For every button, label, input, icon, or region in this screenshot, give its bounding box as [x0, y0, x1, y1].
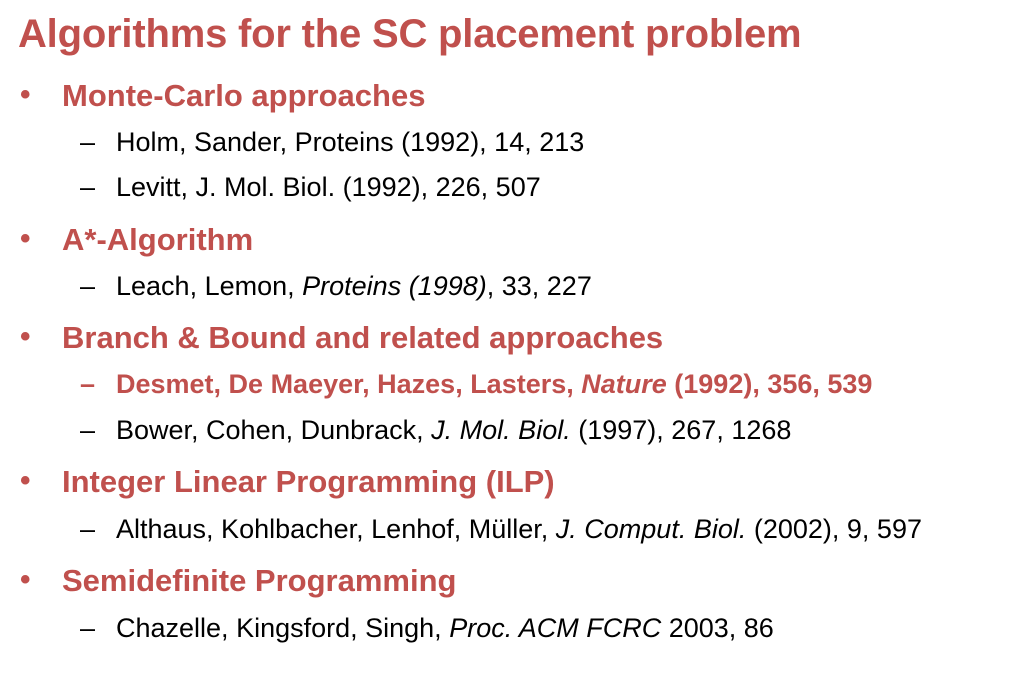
dash-icon: – [80, 369, 96, 399]
reference-text [116, 415, 791, 446]
bullet-icon: • [20, 464, 31, 497]
reference-authors: Holm, Sander, Proteins (1992), 14, 213 [116, 127, 585, 157]
reference-authors: Chazelle, Kingsford, Singh, [116, 613, 450, 643]
section-heading-text: Integer Linear Programming (ILP) [62, 464, 555, 499]
reference-text [116, 172, 541, 203]
dash-icon: – [80, 613, 96, 643]
reference-journal: J. Mol. Biol. [431, 415, 571, 445]
reference-authors: Leach, Lemon, [116, 271, 303, 301]
dash-icon: – [80, 514, 96, 544]
reference-details: (1997), 267, 1268 [570, 415, 792, 445]
section-heading-text: Monte-Carlo approaches [62, 78, 426, 113]
reference-journal: Proc. ACM FCRC [449, 613, 662, 643]
section-heading-text: Semidefinite Programming [62, 563, 457, 598]
reference-journal: Nature [581, 369, 667, 399]
reference-details: , 33, 227 [486, 271, 592, 301]
bullet-icon: • [20, 320, 31, 353]
bullet-icon: • [20, 222, 31, 255]
reference-journal: J. Comput. Biol. [555, 514, 747, 544]
reference-details: (1992), 356, 539 [666, 369, 873, 399]
reference-details: 2003, 86 [661, 613, 774, 643]
reference-text [116, 514, 922, 545]
reference-text [116, 271, 592, 302]
dash-icon: – [80, 172, 96, 202]
dash-icon: – [80, 271, 96, 301]
reference-text [116, 613, 774, 644]
section-heading-text: Branch & Bound and related approaches [62, 320, 664, 355]
reference-authors: Levitt, J. Mol. Biol. (1992), 226, 507 [116, 172, 541, 202]
reference-authors: Desmet, De Maeyer, Hazes, Lasters, [116, 369, 582, 399]
reference-details: (2002), 9, 597 [746, 514, 922, 544]
reference-journal: Proteins (1998) [302, 271, 487, 301]
dash-icon: – [80, 127, 96, 157]
bullet-icon: • [20, 563, 31, 596]
reference-authors: Bower, Cohen, Dunbrack, [116, 415, 432, 445]
dash-icon: – [80, 415, 96, 445]
slide-title: Algorithms for the SC placement problem [18, 12, 802, 56]
reference-text [116, 127, 584, 158]
bullet-icon: • [20, 78, 31, 111]
section-heading-text: A*-Algorithm [62, 222, 254, 257]
reference-authors: Althaus, Kohlbacher, Lenhof, Müller, [116, 514, 556, 544]
reference-text [116, 369, 872, 400]
